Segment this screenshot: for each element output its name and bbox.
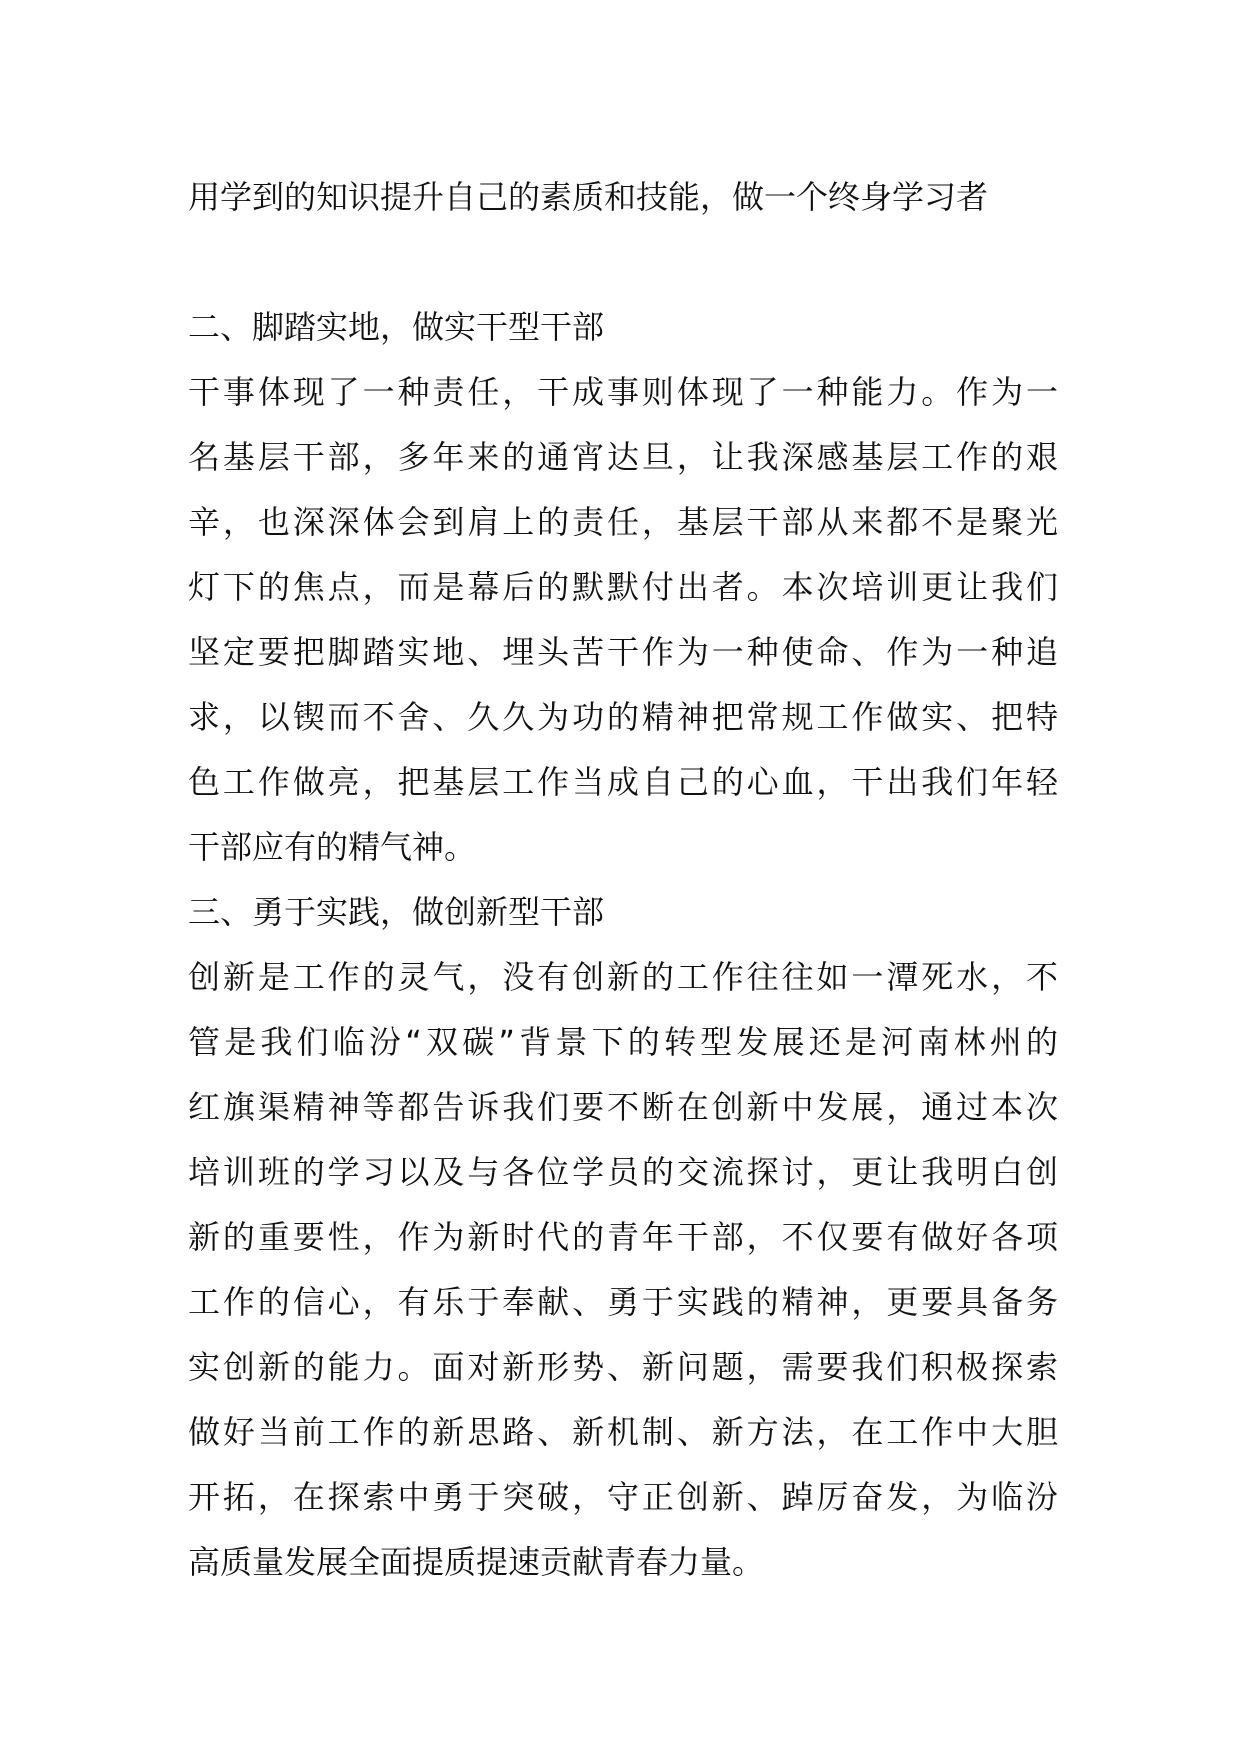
paragraph-line: 开拓，在探索中勇于突破，守正创新、踔厉奋发，为临汾 [188,1478,1058,1516]
paragraph-line: 做好当前工作的新思路、新机制、新方法，在工作中大胆 [188,1413,1058,1451]
paragraph-line: 创新是工作的灵气，没有创新的工作往往如一潭死水，不 [188,958,1058,996]
paragraph-line: 培训班的学习以及与各位学员的交流探讨，更让我明白创 [188,1153,1058,1191]
paragraph-line: 坚定要把脚踏实地、埋头苦干作为一种使命、作为一种追 [188,633,1058,671]
paragraph-line: 辛，也深深体会到肩上的责任，基层干部从来都不是聚光 [188,503,1058,541]
paragraph-line: 实创新的能力。面对新形势、新问题，需要我们积极探索 [188,1348,1058,1386]
paragraph-line: 干事体现了一种责任，干成事则体现了一种能力。作为一 [188,373,1058,411]
intro-paragraph [188,165,1058,230]
paragraph-line: 色工作做亮，把基层工作当成自己的心血，干出我们年轻 [188,763,1058,801]
paragraph-line: 高质量发展全面提质提速贡献青春力量。 [188,1543,765,1581]
paragraph-line: 新的重要性，作为新时代的青年干部，不仅要有做好各项 [188,1218,1058,1256]
paragraph-line: 灯下的焦点，而是幕后的默默付出者。本次培训更让我们 [188,568,1058,606]
section-2 [188,295,1058,1595]
section-heading: 二、脚踏实地，做实干型干部 [188,308,605,346]
paragraph-line: 工作的信心，有乐于奉献、勇于实践的精神，更要具备务 [188,1283,1058,1321]
paragraph-line: 用学到的知识提升自己的素质和技能，做一个终身学习者 [188,178,989,216]
paragraph-line: 干部应有的精气神。 [188,828,477,866]
paragraph-line: 管是我们临汾“双碳”背景下的转型发展还是河南林州的 [188,1023,1058,1061]
section-heading: 三、勇于实践，做创新型干部 [188,893,605,931]
paragraph-line: 红旗渠精神等都告诉我们要不断在创新中发展，通过本次 [188,1088,1058,1126]
paragraph-line: 名基层干部，多年来的通宵达旦，让我深感基层工作的艰 [188,438,1058,476]
paragraph-line: 求，以锲而不舍、久久为功的精神把常规工作做实、把特 [188,698,1058,736]
